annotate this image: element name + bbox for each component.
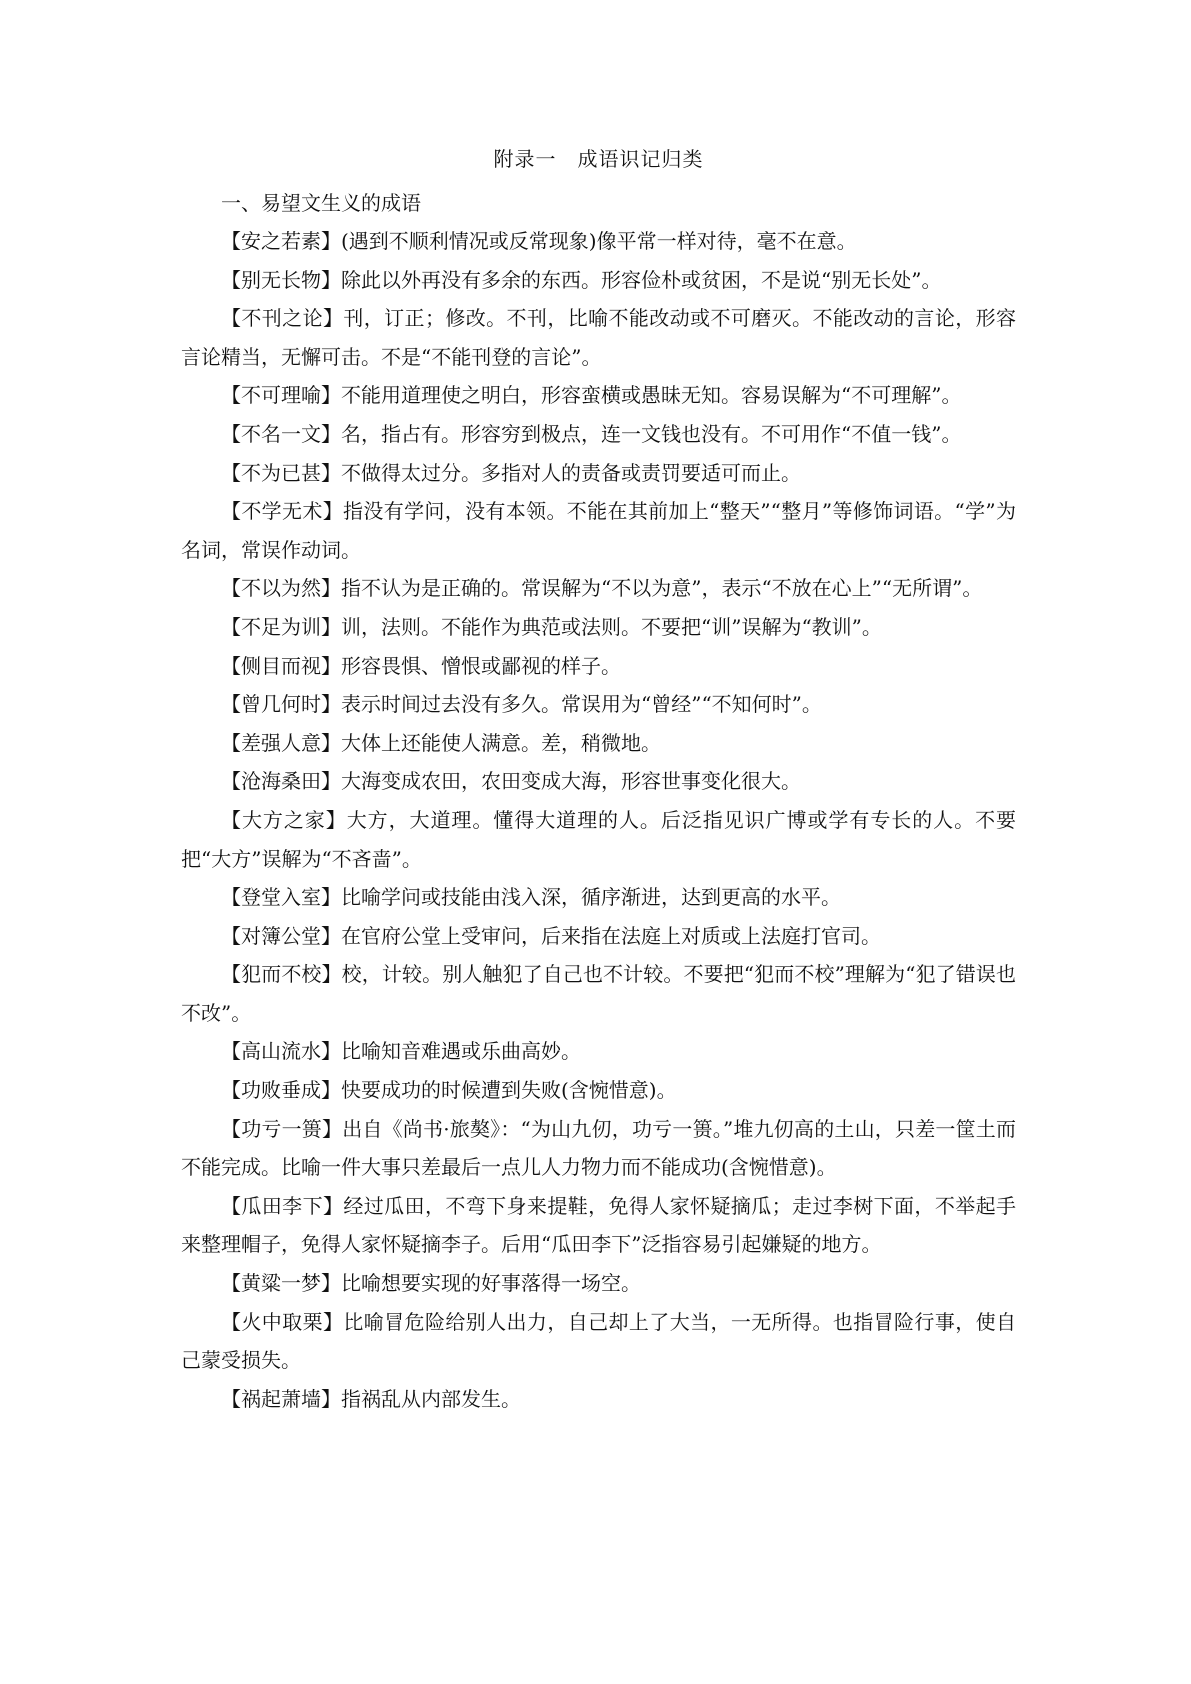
idiom-definition: 经过瓜田，不弯下身来提鞋，免得人家怀疑摘瓜；走过李树下面，不举起手来整理帽子，免得人家怀疑摘李子。后用“瓜田李下”泛指容易引起嫌疑的地方。: [181, 1193, 1017, 1257]
idiom-entry: [181, 1380, 1016, 1419]
idiom-term: 【瓜田李下】: [221, 1193, 344, 1218]
idiom-term: 【登堂入室】: [221, 885, 341, 910]
idiom-definition: 大海变成农田，农田变成大海，形容世事变化很大。: [341, 769, 801, 794]
idiom-entry: [181, 1187, 1016, 1264]
idiom-definition: 除此以外再没有多余的东西。形容俭朴或贫困，不是说“别无长处”。: [341, 267, 942, 292]
idiom-term: 【曾几何时】: [221, 692, 341, 717]
idiom-term: 【不可理喻】: [221, 383, 341, 408]
idiom-term: 【高山流水】: [221, 1039, 341, 1064]
idiom-term: 【功败垂成】: [221, 1078, 341, 1103]
idiom-definition: 大体上还能使人满意。差，稍微地。: [341, 730, 661, 755]
idiom-entry: [181, 1032, 1016, 1071]
idiom-definition: 指没有学问，没有本领。不能在其前加上“整天”“整月”等修饰词语。“学”为名词，常误作动词。: [181, 499, 1016, 562]
idiom-term: 【不为已甚】: [221, 460, 341, 485]
idiom-term: 【不名一文】: [221, 421, 341, 446]
idiom-term: 【对簿公堂】: [221, 923, 341, 948]
idiom-definition: 形容畏惧、憎恨或鄙视的样子。: [341, 653, 621, 678]
idiom-definition: 名，指占有。形容穷到极点，连一文钱也没有。不可用作“不值一钱”。: [341, 421, 962, 446]
idiom-definition: (遇到不顺利情况或反常现象)像平常一样对待，毫不在意。: [341, 229, 857, 253]
idiom-definition: 校，计较。别人触犯了自己也不计较。不要把“犯而不校”理解为“犯了错误也不改”。: [181, 962, 1016, 1025]
idiom-term: 【不学无术】: [221, 499, 344, 524]
idiom-entry: [181, 1071, 1016, 1110]
idiom-entry: [181, 685, 1016, 724]
idiom-definition: 在官府公堂上受审问，后来指在法庭上对质或上法庭打官司。: [341, 923, 881, 948]
idiom-term: 【黄粱一梦】: [221, 1271, 341, 1296]
appendix-title: 附录一 成语识记归类: [493, 147, 704, 171]
idiom-term: 【犯而不校】: [221, 962, 342, 987]
idiom-entry: [181, 261, 1016, 300]
idiom-entry: [181, 299, 1016, 376]
idiom-definition: 比喻冒危险给别人出力，自己却上了大当，一无所得。也指冒险行事，使自己蒙受损失。: [181, 1309, 1017, 1373]
idiom-entry: [181, 415, 1016, 454]
idiom-definition: 训，法则。不能作为典范或法则。不要把“训”误解为“教训”。: [341, 614, 882, 639]
idiom-list: [181, 222, 1016, 1418]
idiom-definition: 表示时间过去没有多久。常误用为“曾经”“不知何时”。: [341, 692, 822, 717]
idiom-definition: 不能用道理使之明白，形容蛮横或愚昧无知。容易误解为“不可理解”。: [341, 383, 962, 408]
idiom-term: 【安之若素】: [221, 229, 341, 253]
idiom-definition: 出自《尚书·旅獒》：“为山九仞，功亏一篑。”堆九仞高的土山，只差一筐土而不能完成。比喻一件大事只差最后一点儿人力物力而不能成功(含惋惜意)。: [181, 1116, 1016, 1180]
idiom-entry: [181, 1303, 1016, 1380]
idiom-term: 【差强人意】: [221, 730, 341, 755]
idiom-definition: 比喻知音难遇或乐曲高妙。: [341, 1039, 581, 1064]
idiom-term: 【功亏一篑】: [221, 1116, 343, 1141]
idiom-term: 【不刊之论】: [221, 306, 344, 331]
idiom-entry: [181, 222, 1016, 261]
idiom-entry: [181, 376, 1016, 415]
idiom-entry: [181, 762, 1016, 801]
idiom-term: 【火中取栗】: [221, 1309, 344, 1334]
idiom-definition: 比喻想要实现的好事落得一场空。: [341, 1271, 641, 1296]
idiom-definition: 大方，大道理。懂得大道理的人。后泛指见识广博或学有专长的人。不要把“大方”误解为“不吝啬”。: [181, 807, 1017, 871]
idiom-term: 【侧目而视】: [221, 653, 341, 678]
idiom-entry: [181, 647, 1016, 686]
idiom-entry: [181, 492, 1016, 569]
idiom-definition: 刊，订正；修改。不刊，比喻不能改动或不可磨灭。不能改动的言论，形容言论精当，无懈可击。不是“不能刊登的言论”。: [181, 306, 1017, 369]
idiom-definition: 不做得太过分。多指对人的责备或责罚要适可而止。: [341, 460, 801, 485]
idiom-term: 【祸起萧墙】: [221, 1386, 341, 1411]
idiom-definition: 指祸乱从内部发生。: [341, 1386, 521, 1411]
idiom-entry: [181, 878, 1016, 917]
section-heading: 一、易望文生义的成语: [221, 191, 421, 215]
idiom-entry: [181, 454, 1016, 493]
idiom-term: 【不以为然】: [221, 576, 341, 601]
idiom-term: 【大方之家】: [221, 807, 347, 832]
idiom-term: 【不足为训】: [221, 614, 341, 639]
idiom-entry: [181, 917, 1016, 956]
idiom-entry: [181, 801, 1016, 878]
idiom-term: 【沧海桑田】: [221, 769, 341, 794]
idiom-entry: [181, 608, 1016, 647]
idiom-definition: 快要成功的时候遭到失败(含惋惜意)。: [341, 1078, 677, 1103]
idiom-entry: [181, 1264, 1016, 1303]
idiom-entry: [181, 955, 1016, 1032]
idiom-entry: [181, 724, 1016, 763]
document-page: [181, 140, 1016, 1418]
idiom-definition: 指不认为是正确的。常误解为“不以为意”，表示“不放在心上”“无所谓”。: [341, 576, 983, 601]
idiom-entry: [181, 569, 1016, 608]
idiom-definition: 比喻学问或技能由浅入深，循序渐进，达到更高的水平。: [341, 885, 841, 910]
idiom-entry: [181, 1110, 1016, 1187]
idiom-term: 【别无长物】: [221, 267, 341, 292]
